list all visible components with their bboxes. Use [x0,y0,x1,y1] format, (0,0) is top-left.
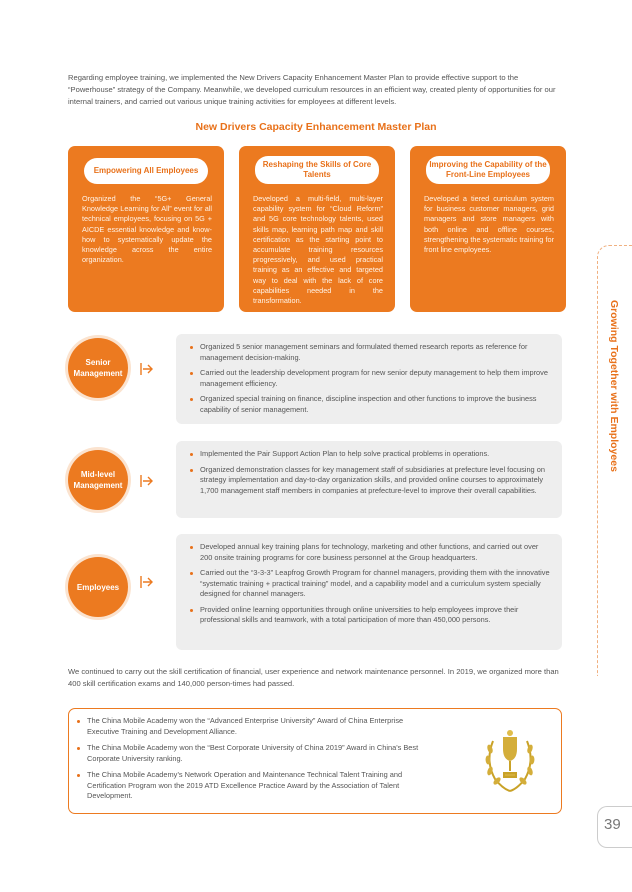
award-item: The China Mobile Academy won the “Advanced Enterprise University” Award of China Enterprise Executive Training and Development Alliance. [77,716,437,737]
side-section-label: Growing Together with Employees [608,300,620,472]
side-section-tab [606,300,622,600]
list-item: Organized demonstration classes for key management staff of subsidiaries at prefecture level focusing on strategy implementation and day-to-day organization skills, and provided online courses to approximately 1,700 management staff members in companies at prefecture-level to improve their overall capabilities. [190,465,550,497]
list-item: Organized 5 senior management seminars and formulated themed research reports as reference for management decision-making. [190,342,550,363]
arrow-right-icon [140,575,154,589]
trophy-laurel-icon [481,727,539,799]
card-empowering-all-employees [68,146,224,312]
card-front-line-employees [410,146,566,312]
card-title: Empowering All Employees [84,158,208,184]
award-item: The China Mobile Academy’s Network Operation and Maintenance Technical Talent Training and Certification Program won the 2019 ATD Excellence Practice Award by the Association of Talent Development. [77,770,437,802]
list-item: Developed annual key training plans for technology, marketing and other functions, and carried out over 200 onsite training programs for core business personnel at the Group headquarters. [190,542,550,563]
card-body: Organized the “5G+ General Knowledge Learning for All” event for all technical employees, focusing on 5G + AICDE essential knowledge and know-how to systematically update the knowledge across the entire organization. [82,194,212,265]
plan-title: New Drivers Capacity Enhancement Master Plan [195,121,437,133]
page-number: 39 [604,816,621,833]
arrow-right-icon [140,362,154,376]
arrow-right-icon [140,474,154,488]
senior-management-box [176,334,562,424]
intro-paragraph: Regarding employee training, we implemented the New Drivers Capacity Enhancement Master Plan to provide effective support to the “Powerhouse” strategy of the Company. Meanwhile, we developed curriculum resources in an efficient way, created plenty of opportunities for our internal trainers, and carried out various unique training activities for employees at different levels. [68,73,556,106]
card-body: Developed a multi-field, multi-layer capability system for “Cloud Reform” and 5G core technology talents, used skills map, learning path map and skill certification as the starting point to accumulate training resources progressively, and used practical training as an effective and targeted way to deal with the lack of core capabilities needed in the transformation. [253,194,383,306]
employees-box [176,534,562,650]
level-employees: Employees [68,557,128,617]
list-item: Carried out the leadership development program for new senior deputy management to help them improve management efficiency. [190,368,550,389]
list-item: Carried out the “3-3-3” Leapfrog Growth Program for channel managers, providing them with the innovative “systematic training + practical training” model, and a capability model and a curriculum system specially designed for channel managers. [190,568,550,600]
card-title: Improving the Capability of the Front-Line Employees [426,156,550,184]
certification-summary: We continued to carry out the skill certification of financial, user experience and network maintenance personnel. In 2019, we organized more than 400 skill certification exams and 140,000 person-times had passed. [68,667,559,688]
list-item: Provided online learning opportunities through online universities to help employees improve their professional skills and teamwork, with a total participation of more than 450,000 persons. [190,605,550,626]
list-item: Implemented the Pair Support Action Plan to help solve practical problems in operations. [190,449,550,460]
card-reshaping-skills [239,146,395,312]
awards-box [68,708,562,814]
award-item: The China Mobile Academy won the “Best Corporate University of China 2019” Award in China's Best Corporate University ranking. [77,743,437,764]
level-mid-level-management: Mid-level Management [68,450,128,510]
card-body: Developed a tiered curriculum system for business customer managers, grid managers and store managers with both online and offline courses, strengthening the systematic training for front line employees. [424,194,554,255]
card-title: Reshaping the Skills of Core Talents [255,156,379,184]
mid-level-management-box [176,441,562,518]
level-senior-management: Senior Management [68,338,128,398]
list-item: Organized special training on finance, discipline inspection and other functions to improve the business capability of senior management. [190,394,550,415]
